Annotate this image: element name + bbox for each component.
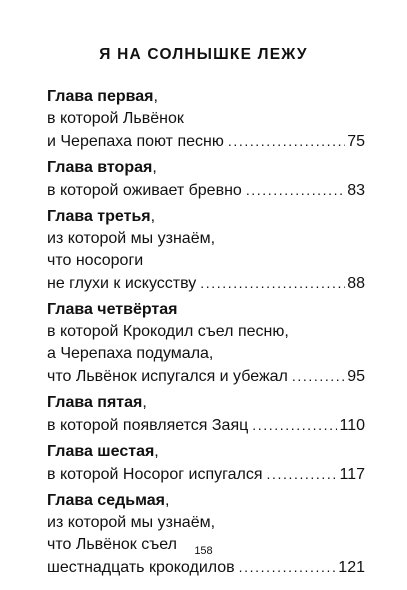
chapter-heading: Глава вторая (47, 159, 153, 176)
chapter-description-line: из которой мы узнаём, (47, 230, 216, 247)
dot-leader (267, 463, 338, 485)
chapter-description-line: не глухи к искусству (47, 275, 197, 292)
chapter-heading: Глава первая (47, 88, 154, 105)
chapter-page-number: 117 (339, 466, 365, 483)
chapter-page-number: 121 (338, 559, 365, 576)
chapter-description-line: из которой мы узнаём, (47, 514, 216, 531)
toc-entry-2: Глава вторая, в которой оживает бревно ..... 83 (47, 157, 365, 201)
chapter-page-number: 95 (347, 368, 365, 385)
chapter-description-line: шестнадцать крокодилов (47, 559, 235, 576)
chapter-page-number: 88 (347, 275, 365, 292)
chapter-heading: Глава третья (47, 208, 151, 225)
chapter-heading: Глава седьмая (47, 492, 165, 509)
table-of-contents (47, 86, 365, 583)
chapter-description-line: в которой Крокодил съел песню, (47, 323, 289, 340)
toc-entry-5: Глава пятая, в которой появляется Заяц ..... 110 (47, 392, 365, 436)
chapter-description-line: что носороги (47, 252, 144, 269)
chapter-description-line: в которой появляется Заяц (47, 417, 249, 434)
chapter-page-number: 75 (347, 133, 365, 150)
dot-leader (200, 272, 345, 294)
chapter-page-number: 83 (347, 182, 365, 199)
book-section-title: Я НА СОЛНЫШКЕ ЛЕЖУ (99, 46, 308, 63)
dot-leader (228, 130, 345, 152)
dot-leader (246, 179, 345, 201)
toc-entry-4 (47, 299, 365, 387)
toc-entry-7: Глава седьмая, из которой мы узнаём, что Львёнок съел шестнадцать крокодилов ..... 121 (47, 490, 365, 578)
chapter-description-line: в которой Носорог испугался (47, 466, 263, 483)
chapter-description-line: в которой Львёнок (47, 110, 184, 127)
dot-leader (292, 365, 345, 387)
chapter-page-number: 110 (339, 417, 365, 434)
dot-leader (252, 414, 337, 436)
chapter-description-line: и Черепаха поют песню (47, 133, 224, 150)
chapter-heading: Глава пятая (47, 394, 143, 411)
chapter-description-line: а Черепаха подумала, (47, 345, 214, 362)
chapter-heading: Глава шестая (47, 443, 155, 460)
chapter-description-line: что Львёнок испугался и убежал (47, 368, 288, 385)
chapter-heading: Глава четвёртая (47, 301, 178, 318)
toc-entry-3: Глава третья, из которой мы узнаём, что носороги не глухи к искусству ..... 88 (47, 206, 365, 294)
page-number: 158 (194, 545, 213, 557)
dot-leader (239, 556, 337, 578)
toc-entry-6: Глава шестая, в которой Носорог испугался ..... 117 (47, 441, 365, 485)
chapter-description-line: что Львёнок съел (47, 536, 177, 553)
chapter-description-line: в которой оживает бревно (47, 182, 242, 199)
toc-entry-1: Глава первая, в которой Львёнок и Черепаха поют песню ..... 75 (47, 86, 365, 152)
